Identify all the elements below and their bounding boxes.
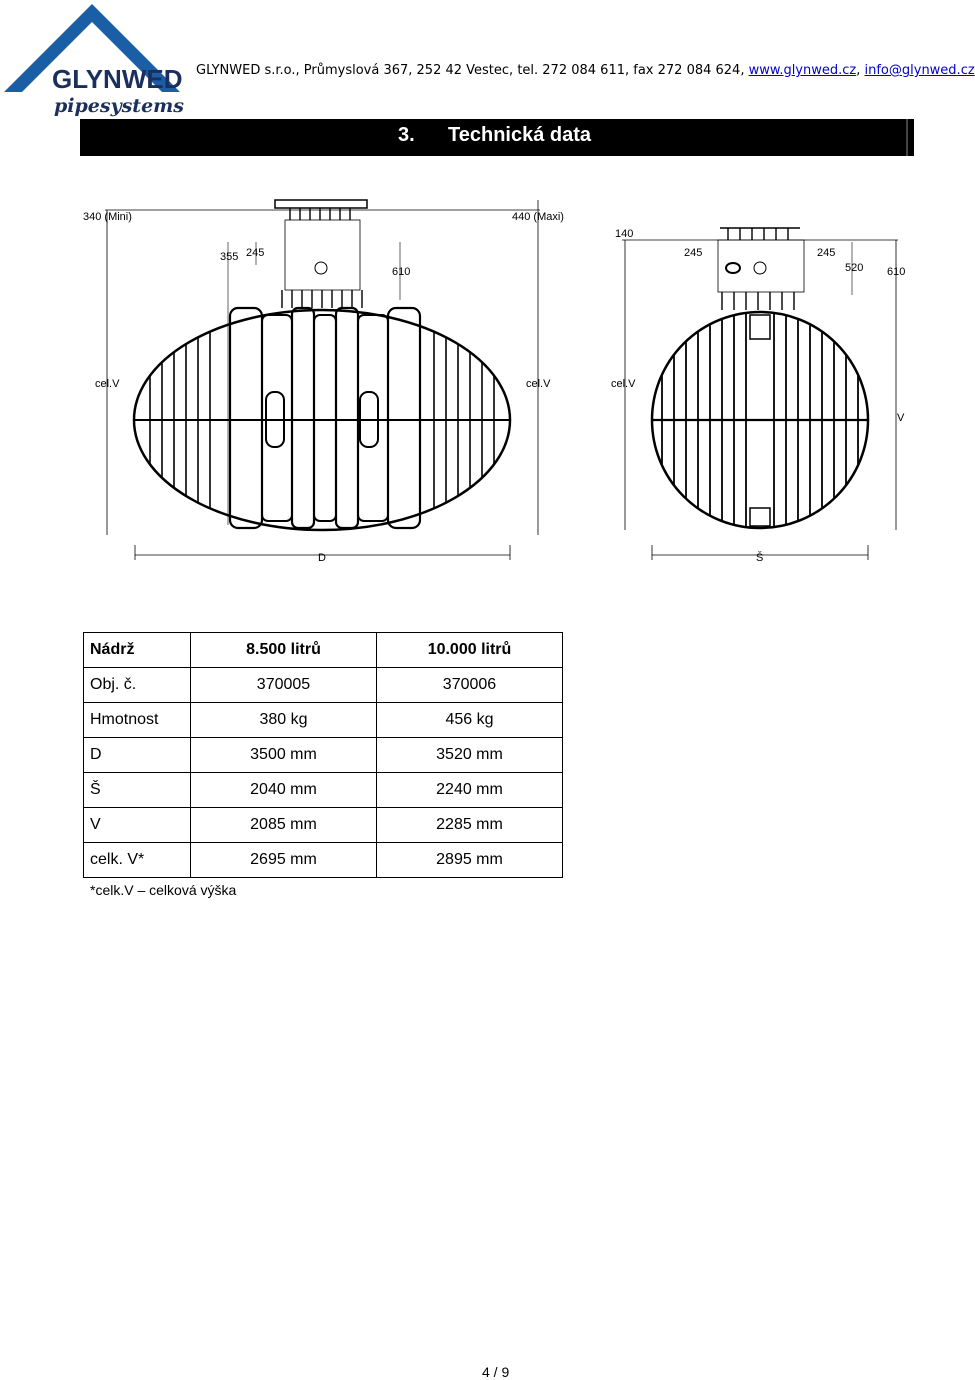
header-contact-line [196,63,975,78]
table-footnote: *celk.V – celková výška [90,882,237,898]
header-company-text: GLYNWED s.r.o., Průmyslová 367, 252 42 Vestec, tel. 272 084 611, fax 272 084 624, [196,63,749,78]
table-row [84,738,563,773]
table-row [84,703,563,738]
row-label: Š [84,773,191,808]
dim-610-right-label: 610 [887,266,906,278]
left-side-view [105,200,540,560]
row-label: D [84,738,191,773]
row-value: 370006 [377,668,563,703]
table-row [84,808,563,843]
dim-cel-v-left-label: cel.V [95,378,120,390]
dim-cel-v-right-label: cel.V [526,378,551,390]
tank-technical-drawing [0,180,960,580]
dim-v-label: V [897,412,905,424]
section-title-bar [80,119,914,156]
logo-brand-text: GLYNWED [52,64,183,94]
dim-355-label: 355 [220,251,239,263]
row-value: 3520 mm [377,738,563,773]
row-value: 370005 [191,668,377,703]
title-bar-edge [906,119,908,156]
table-header-row [84,633,563,668]
table-row [84,843,563,878]
dim-s-label: Š [756,552,764,564]
row-value: 2285 mm [377,808,563,843]
dim-cel-v-label: cel.V [611,378,636,390]
row-value: 2085 mm [191,808,377,843]
header-cell: Nádrž [84,633,191,668]
header-cell: 8.500 litrů [191,633,377,668]
row-value: 2240 mm [377,773,563,808]
row-label: celk. V* [84,843,191,878]
row-value: 2695 mm [191,843,377,878]
section-title: Technická data [448,124,592,146]
website-link[interactable]: www.glynwed.cz [748,63,857,78]
dim-d-label: D [318,552,326,564]
dim-610-label: 610 [392,266,411,278]
dim-245a-label: 245 [684,247,703,259]
row-label: Hmotnost [84,703,191,738]
section-number: 3. [398,124,415,146]
row-label: Obj. č. [84,668,191,703]
row-value: 2040 mm [191,773,377,808]
header-cell: 10.000 litrů [377,633,563,668]
row-value: 456 kg [377,703,563,738]
glynwed-logo [2,0,182,120]
dim-245b-label: 245 [817,247,836,259]
email-link[interactable]: info@glynwed.cz [864,63,975,78]
dim-520-label: 520 [845,262,864,274]
dim-245-label: 245 [246,247,265,259]
table-row [84,773,563,808]
dim-mini-label: 340 (Mini) [83,211,132,223]
table-row [84,668,563,703]
right-front-view [622,228,898,560]
dim-maxi-label: 440 (Maxi) [512,211,564,223]
header-separator: , [856,63,865,78]
row-label: V [84,808,191,843]
row-value: 380 kg [191,703,377,738]
dim-140-label: 140 [615,228,634,240]
row-value: 3500 mm [191,738,377,773]
tank-specs-table [83,632,563,878]
page-number: 4 / 9 [482,1364,510,1380]
row-value: 2895 mm [377,843,563,878]
logo-tagline-text: pipesystems [54,95,184,117]
